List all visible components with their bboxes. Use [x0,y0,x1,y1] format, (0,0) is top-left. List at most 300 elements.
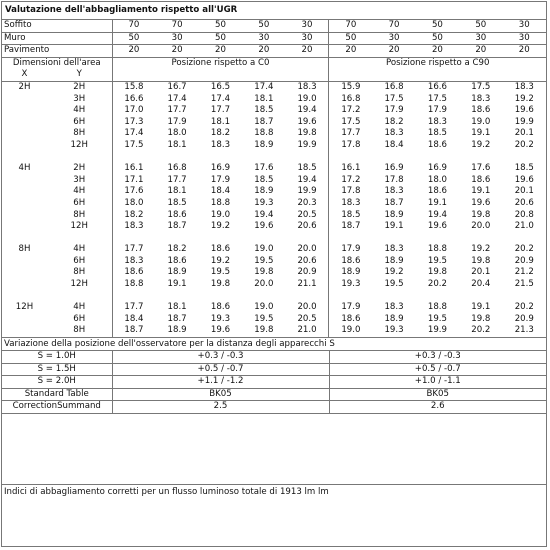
variation-title: Variazione della posizione dell'osservatore per la distanza degli apparecchi S [2,337,546,351]
ugr-c90-value: 19.8 [427,267,447,278]
area-y-value: 3H [47,175,112,187]
ugr-c0-value: 20.0 [286,244,329,256]
ugr-c90-value: 18.5 [514,163,534,174]
area-x-value [2,117,47,129]
area-y-value: 6H [47,117,112,129]
ugr-c0-value: 18.1 [167,186,187,197]
ugr-c90-value: 20.4 [471,279,491,290]
ugr-c0-value: 16.7 [167,81,187,92]
ugr-c90-value: 17.2 [341,174,361,185]
area-x-value: 12H [15,302,34,313]
ugr-c90-value: 18.3 [341,197,361,208]
ugr-c0-value: 18.5 [254,105,274,116]
ugr-c0-value: 17.0 [124,105,144,116]
ugr-c0-value: 18.7 [167,313,187,324]
ugr-c90-value: 19.1 [471,128,491,139]
ugr-c90-value: 18.4 [384,139,404,150]
ugr-c90-value: 18.5 [427,128,447,139]
ugr-c90-value: 20.2 [514,302,534,313]
ugr-c90-value: 19.6 [514,105,534,116]
ugr-row [2,256,546,268]
ugr-c90-value: 19.8 [471,313,491,324]
ugr-c90-value: 20.9 [514,313,534,324]
ugr-c90-value: 18.9 [341,267,361,278]
ugr-c90-value: 18.6 [341,313,361,324]
ugr-row [2,302,546,314]
ugr-c90-value: 20.2 [514,139,534,150]
ugr-c90-value: 18.9 [384,209,404,220]
ugr-c0-value: 17.9 [167,116,187,127]
ugr-c0-value: 20.5 [286,314,329,326]
reflectance-value: 30 [503,20,546,32]
ugr-c0-value: 18.1 [210,116,231,127]
ugr-c90-value: 18.3 [384,128,404,139]
ugr-c90-value: 19.1 [384,221,404,232]
area-y-value: 2H [47,81,112,93]
reflectance-value: 20 [416,45,459,58]
ugr-c0-value: 17.7 [124,302,144,313]
ugr-c0-value: 17.7 [124,244,144,255]
reflectance-value: 70 [155,20,198,32]
ugr-c90-value: 17.5 [471,81,491,92]
area-y-value: 4H [47,105,112,117]
ugr-c0-value: 18.7 [124,325,144,336]
ugr-c0-value: 19.4 [286,175,329,187]
x-label: X [2,69,47,81]
area-x-value [2,94,47,106]
ugr-c0-value: 17.3 [124,116,144,127]
ugr-c90-value: 16.9 [384,163,404,174]
ugr-c0-value: 18.1 [167,139,187,150]
ugr-c90-value: 18.0 [427,174,447,185]
ugr-c90-value: 17.8 [384,174,404,185]
ugr-c0-value: 18.3 [210,139,231,150]
ugr-c90-value: 18.2 [384,116,404,127]
group-spacer [2,291,546,303]
ugr-row [2,314,546,326]
ugr-c90-value: 19.8 [471,255,491,266]
ugr-c0-value: 20.0 [254,279,274,290]
ugr-c90-value: 18.3 [514,81,534,92]
ugr-c0-value: 19.8 [210,279,231,290]
ugr-c90-value: 19.2 [471,139,491,150]
position-c90-header: Posizione rispetto a C90 [386,57,490,68]
ugr-c90-value: 19.9 [427,325,447,336]
ugr-c90-value: 18.3 [384,302,404,313]
ugr-row [2,94,546,106]
standard-table-row-label: Standard Table [2,388,112,401]
area-y-value: 12H [47,221,112,233]
area-y-value: 4H [47,186,112,198]
ugr-c90-value: 17.8 [341,186,361,197]
ugr-c0-value: 18.3 [124,221,144,232]
ugr-c90-value: 18.8 [427,244,447,255]
ugr-c0-value: 20.6 [286,221,329,233]
ugr-c0-value: 19.2 [210,221,231,232]
ugr-c90-value: 19.5 [427,255,447,266]
area-x-value [2,175,47,187]
ugr-c0-value: 16.5 [210,81,231,92]
ugr-c0-value: 20.5 [286,210,329,222]
area-x-value [2,314,47,326]
ugr-c90-value: 17.9 [384,105,404,116]
reflectance-value: 50 [416,20,459,32]
ugr-c0-value: 19.1 [167,279,187,290]
ugr-c0-value: 19.9 [286,140,329,152]
ugr-row [2,279,546,291]
ugr-c90-value: 20.1 [514,128,534,139]
ugr-c0-value: 18.9 [167,325,187,336]
correction-row [2,401,546,414]
variation-row-c90: +1.0 / -1.1 [329,376,546,389]
ugr-c90-value: 19.0 [341,325,361,336]
ugr-c0-value: 18.0 [167,128,187,139]
ugr-c90-value: 21.2 [514,267,534,278]
ugr-c90-value: 20.1 [471,267,491,278]
ugr-c0-value: 18.6 [167,209,187,220]
ugr-c0-value: 18.8 [254,128,274,139]
correction-row-label: CorrectionSummand [2,401,112,414]
reflectance-value: 70 [329,20,372,32]
variation-row-c90: +0.5 / -0.7 [329,363,546,376]
ugr-c90-value: 18.9 [384,313,404,324]
ugr-c90-value: 20.1 [514,186,534,197]
ugr-c0-value: 19.6 [254,221,274,232]
ugr-c90-value: 19.8 [471,209,491,220]
ugr-c90-value: 18.6 [471,174,491,185]
ugr-c0-value: 18.3 [286,81,329,93]
ugr-c90-value: 21.0 [514,221,534,232]
area-y-value: 8H [47,267,112,279]
reflectance-row [2,20,546,32]
ugr-c90-value: 18.3 [384,186,404,197]
ugr-c90-value: 20.6 [514,197,534,208]
ugr-c0-value: 17.4 [210,93,231,104]
area-header: Dimensioni dell'area [2,58,112,70]
ugr-c90-value: 16.8 [384,81,404,92]
ugr-c90-value: 19.3 [341,279,361,290]
ugr-c90-value: 17.5 [384,93,404,104]
ugr-c90-value: 19.1 [471,186,491,197]
reflectance-value: 30 [372,32,415,45]
variation-table [2,351,546,414]
ugr-c90-value: 19.2 [514,93,534,104]
ugr-c90-value: 17.8 [341,139,361,150]
ugr-row [2,163,546,175]
area-x-value: 4H [18,163,31,174]
ugr-c0-value: 18.6 [124,267,144,278]
ugr-c90-value: 17.9 [341,244,361,255]
table-title: Valutazione dell'abbagliamento rispetto all'UGR [2,2,546,20]
reflectance-value: 20 [503,45,546,58]
ugr-c0-value: 18.9 [167,267,187,278]
ugr-c90-value: 18.6 [341,255,361,266]
ugr-row [2,128,546,140]
ugr-c0-value: 18.4 [210,186,231,197]
standard-table-row-c0: BK05 [112,388,329,401]
ugr-row [2,186,546,198]
reflectance-value: 20 [372,45,415,58]
ugr-row [2,267,546,279]
ugr-c90-value: 18.9 [384,255,404,266]
reflectance-value: 30 [242,32,285,45]
ugr-c0-value: 16.8 [167,163,187,174]
reflectance-value: 50 [112,32,155,45]
ugr-c0-value: 19.8 [286,128,329,140]
ugr-c0-value: 19.3 [210,313,231,324]
correction-row-c0: 2.5 [112,401,329,414]
area-x-value [2,325,47,337]
variation-row-label: S = 2.0H [2,376,112,389]
ugr-c90-value: 21.5 [514,279,534,290]
variation-row [2,363,546,376]
reflectance-value: 50 [199,32,242,45]
ugr-c0-value: 18.1 [167,302,187,313]
area-y-value: 12H [47,140,112,152]
area-x-value [2,128,47,140]
ugr-c0-value: 18.5 [254,174,274,185]
reflectance-value: 20 [112,45,155,58]
ugr-c90-value: 17.9 [341,302,361,313]
ugr-c90-value: 18.6 [471,105,491,116]
ugr-c0-value: 18.8 [210,197,231,208]
ugr-c90-value: 20.8 [514,209,534,220]
ugr-c0-value: 16.6 [124,93,144,104]
ugr-c90-value: 18.7 [384,197,404,208]
ugr-c0-value: 18.6 [210,302,231,313]
ugr-c0-value: 19.4 [254,209,274,220]
area-x-value [2,256,47,268]
ugr-table-frame [1,1,547,547]
ugr-c90-value: 18.5 [341,209,361,220]
area-y-value: 6H [47,198,112,210]
ugr-c90-value: 16.8 [341,93,361,104]
group-spacer [2,152,546,164]
ugr-c0-value: 21.0 [286,325,329,337]
ugr-c90-value: 20.2 [514,244,534,255]
reflectance-value: 20 [155,45,198,58]
reflectance-label: Soffito [2,20,112,32]
ugr-c0-value: 19.0 [254,302,274,313]
area-x-value [2,267,47,279]
area-y-value: 3H [47,94,112,106]
footer-note: Indici di abbagliamento corretti per un flusso luminoso totale di 1913 lm lm [2,484,546,499]
ugr-c90-value: 20.9 [514,255,534,266]
area-x-value: 8H [18,244,31,255]
area-y-value: 12H [47,279,112,291]
ugr-c0-value: 17.6 [254,163,274,174]
reflectance-row [2,32,546,45]
reflectance-value: 70 [372,20,415,32]
ugr-c90-value: 18.7 [341,221,361,232]
ugr-c0-value: 19.8 [254,325,274,336]
reflectance-value: 20 [242,45,285,58]
ugr-values-table [2,58,546,337]
ugr-c0-value: 18.2 [124,209,144,220]
reflectance-value: 20 [329,45,372,58]
ugr-c90-value: 19.2 [384,267,404,278]
reflectance-value: 30 [503,32,546,45]
area-x-value [2,210,47,222]
ugr-c0-value: 17.7 [167,174,187,185]
ugr-c0-value: 18.9 [254,186,274,197]
ugr-c90-value: 19.0 [471,116,491,127]
ugr-c0-value: 19.6 [210,325,231,336]
ugr-c0-value: 18.6 [210,244,231,255]
ugr-c0-value: 19.9 [286,186,329,198]
ugr-c0-value: 16.1 [124,163,144,174]
ugr-c0-value: 19.3 [254,197,274,208]
ugr-c90-value: 17.6 [471,163,491,174]
area-x-value [2,279,47,291]
ugr-c0-value: 17.7 [210,105,231,116]
area-y-value: 2H [47,163,112,175]
ugr-c0-value: 17.1 [124,174,144,185]
correction-row-c90: 2.6 [329,401,546,414]
area-y-value: 6H [47,256,112,268]
ugr-c0-value: 18.5 [167,197,187,208]
reflectance-value: 50 [242,20,285,32]
ugr-c0-value: 18.7 [167,221,187,232]
ugr-row [2,244,546,256]
ugr-c90-value: 19.5 [427,313,447,324]
ugr-c0-value: 20.9 [286,267,329,279]
ugr-c0-value: 18.2 [167,244,187,255]
ugr-c90-value: 19.3 [384,325,404,336]
ugr-c0-value: 16.9 [210,163,231,174]
standard-table-row [2,388,546,401]
reflectance-value: 30 [155,32,198,45]
variation-row-label: S = 1.5H [2,363,112,376]
ugr-c0-value: 21.1 [286,279,329,291]
ugr-c0-value: 19.4 [286,105,329,117]
area-x-value [2,140,47,152]
reflectance-label: Muro [2,32,112,45]
reflectance-value: 30 [459,32,502,45]
ugr-c0-value: 20.3 [286,198,329,210]
ugr-c0-value: 19.0 [254,244,274,255]
ugr-c90-value: 19.6 [471,197,491,208]
ugr-c90-value: 19.5 [384,279,404,290]
ugr-c0-value: 19.0 [286,94,329,106]
ugr-row [2,140,546,152]
area-x-value [2,221,47,233]
ugr-c90-value: 19.4 [427,209,447,220]
ugr-row [2,325,546,337]
ugr-c0-value: 18.1 [254,93,274,104]
ugr-c90-value: 17.7 [341,128,361,139]
group-spacer [2,233,546,245]
ugr-c90-value: 20.2 [471,325,491,336]
ugr-c0-value: 18.9 [254,139,274,150]
reflectance-value: 50 [329,32,372,45]
ugr-c0-value: 17.4 [254,81,274,92]
ugr-c90-value: 15.9 [341,81,361,92]
ugr-c0-value: 17.7 [167,105,187,116]
ugr-c90-value: 16.9 [427,163,447,174]
ugr-c0-value: 18.6 [167,255,187,266]
ugr-c0-value: 17.5 [124,139,144,150]
ugr-c90-value: 19.1 [471,302,491,313]
variation-row-label: S = 1.0H [2,351,112,363]
ugr-c90-value: 20.0 [471,221,491,232]
standard-table-row-c90: BK05 [329,388,546,401]
variation-row-c0: +0.3 / -0.3 [112,351,329,363]
reflectance-value: 20 [459,45,502,58]
ugr-c0-value: 17.6 [124,186,144,197]
ugr-row [2,175,546,187]
ugr-c0-value: 19.5 [254,313,274,324]
ugr-c0-value: 17.9 [210,174,231,185]
reflectance-value: 30 [286,20,329,32]
ugr-c0-value: 20.0 [286,302,329,314]
reflectance-value: 70 [112,20,155,32]
ugr-c0-value: 19.5 [254,255,274,266]
position-c0-header: Posizione rispetto a C0 [112,58,329,70]
reflectance-label: Pavimento [2,45,112,58]
variation-row [2,376,546,389]
ugr-c90-value: 18.3 [427,116,447,127]
ugr-c0-value: 17.4 [167,93,187,104]
ugr-c0-value: 18.4 [124,313,144,324]
reflectance-row [2,45,546,58]
area-x-value: 2H [18,81,31,92]
ugr-c90-value: 16.1 [341,163,361,174]
ugr-c0-value: 18.0 [124,197,144,208]
ugr-c0-value: 18.2 [210,128,231,139]
ugr-c90-value: 20.2 [427,279,447,290]
ugr-c0-value: 18.3 [124,255,144,266]
area-y-value: 6H [47,314,112,326]
y-label: Y [47,69,112,81]
ugr-c90-value: 18.8 [427,302,447,313]
ugr-c90-value: 19.6 [514,174,534,185]
variation-row-c0: +1.1 / -1.2 [112,376,329,389]
ugr-c90-value: 19.2 [471,244,491,255]
ugr-c90-value: 18.6 [427,186,447,197]
area-y-value: 4H [47,302,112,314]
ugr-c90-value: 17.5 [341,116,361,127]
ugr-c90-value: 16.6 [427,81,447,92]
area-x-value [2,186,47,198]
ugr-row [2,105,546,117]
reflectance-value: 20 [199,45,242,58]
ugr-c0-value: 17.4 [124,128,144,139]
ugr-c90-value: 18.6 [427,139,447,150]
area-y-value: 4H [47,244,112,256]
ugr-c0-value: 19.6 [286,117,329,129]
reflectance-value: 50 [459,20,502,32]
ugr-c90-value: 19.1 [427,197,447,208]
reflectance-value: 50 [199,20,242,32]
ugr-c0-value: 19.5 [210,267,231,278]
ugr-c90-value: 18.3 [384,244,404,255]
ugr-c90-value: 21.3 [514,325,534,336]
ugr-row [2,221,546,233]
ugr-c0-value: 18.5 [286,163,329,175]
ugr-c0-value: 20.6 [286,256,329,268]
reflectance-value: 20 [286,45,329,58]
ugr-c0-value: 15.8 [124,81,144,92]
ugr-row [2,117,546,129]
area-y-value: 8H [47,325,112,337]
ugr-row [2,210,546,222]
ugr-c0-value: 18.8 [124,279,144,290]
ugr-row [2,198,546,210]
reflectance-table [2,20,546,58]
area-x-value [2,198,47,210]
ugr-c0-value: 19.0 [210,209,231,220]
